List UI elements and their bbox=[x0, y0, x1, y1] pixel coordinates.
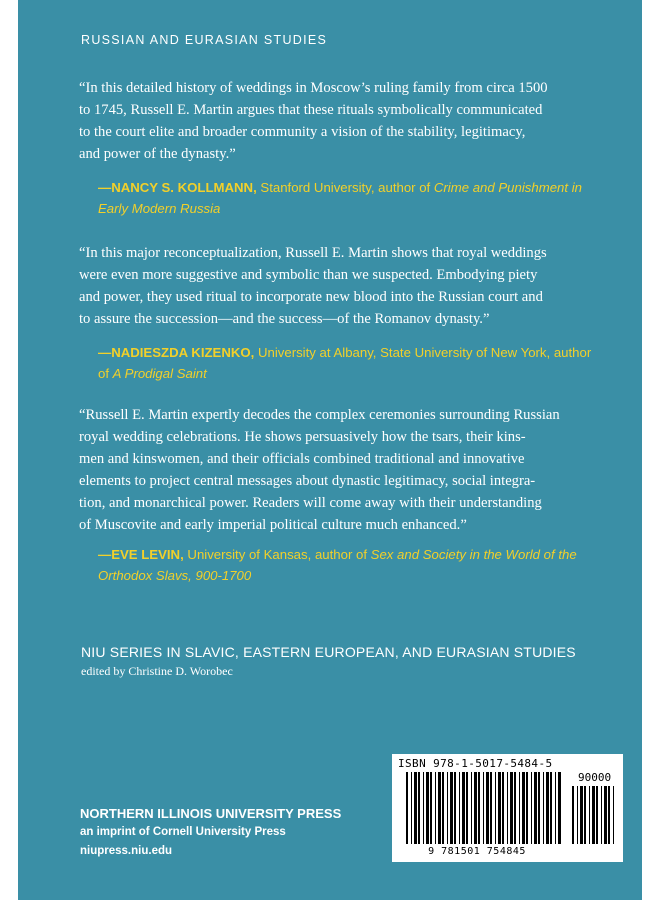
barcode-bar bbox=[510, 772, 513, 844]
barcode-bar bbox=[584, 786, 586, 844]
barcode-bar bbox=[526, 772, 528, 844]
barcode-bar bbox=[546, 772, 549, 844]
barcode-bar bbox=[558, 772, 561, 844]
barcode-bar bbox=[514, 772, 516, 844]
blurb-3 bbox=[79, 404, 589, 536]
addon-label: 90000 bbox=[578, 771, 612, 784]
blurb-line: tion, and monarchical power. Readers will come away with their understanding bbox=[79, 495, 542, 511]
attribution-name: —EVE LEVIN, bbox=[98, 547, 184, 562]
publisher-name: NORTHERN ILLINOIS UNIVERSITY PRESS bbox=[80, 806, 342, 821]
barcode-bar bbox=[462, 772, 465, 844]
blurb-1 bbox=[79, 77, 589, 165]
niu-series-title: NIU SERIES IN SLAVIC, EASTERN EUROPEAN, AND EURASIAN STUDIES bbox=[81, 644, 576, 660]
barcode-bar bbox=[580, 786, 583, 844]
blurb-line: “In this major reconceptualization, Russell E. Martin shows that royal weddings bbox=[79, 245, 547, 261]
isbn-label: ISBN 978-1-5017-5484-5 bbox=[398, 757, 553, 770]
attribution-affiliation: Stanford University, author of bbox=[256, 180, 434, 195]
barcode-bar bbox=[613, 786, 614, 844]
barcode-bar bbox=[466, 772, 468, 844]
attribution-name: —NANCY S. KOLLMANN, bbox=[98, 180, 257, 195]
blurb-line: and power of the dynasty.” bbox=[79, 146, 236, 162]
barcode-bar bbox=[534, 772, 537, 844]
barcode-bar bbox=[430, 772, 432, 844]
back-cover bbox=[18, 0, 642, 900]
barcode-bar bbox=[459, 772, 460, 844]
blurb-line: to 1745, Russell E. Martin argues that these rituals symbolically communicated bbox=[79, 102, 543, 118]
barcode-bar bbox=[604, 786, 607, 844]
barcode-bar bbox=[435, 772, 436, 844]
barcode-bar bbox=[414, 772, 417, 844]
blurb-line: “Russell E. Martin expertly decodes the complex ceremonies surrounding Russian bbox=[79, 407, 560, 423]
publisher-website: niupress.niu.edu bbox=[80, 845, 173, 857]
blurb-line: of Muscovite and early imperial political culture much enhanced.” bbox=[79, 517, 467, 533]
barcode-bar bbox=[438, 772, 441, 844]
ean-digits: 9 781501 754845 bbox=[428, 846, 526, 857]
barcode-bar bbox=[490, 772, 492, 844]
barcode-bar bbox=[502, 772, 504, 844]
barcode-bar bbox=[550, 772, 552, 844]
barcode-bar bbox=[426, 772, 429, 844]
barcode-bar bbox=[577, 786, 578, 844]
blurb-line: were even more suggestive and symbolic than we suspected. Embodying piety bbox=[79, 267, 538, 283]
blurb-line: to assure the succession—and the success—of the Romanov dynasty.” bbox=[79, 311, 490, 327]
barcode-bar bbox=[474, 772, 477, 844]
series-label: RUSSIAN AND EURASIAN STUDIES bbox=[81, 33, 328, 47]
barcode-bar bbox=[483, 772, 484, 844]
attribution-name: —NADIESZDA KIZENKO, bbox=[98, 345, 255, 360]
barcode-bar bbox=[596, 786, 598, 844]
blurb-2 bbox=[79, 242, 589, 330]
barcode-bar bbox=[423, 772, 424, 844]
barcode-bar bbox=[406, 772, 408, 844]
barcode-bar bbox=[555, 772, 556, 844]
barcode-bar bbox=[442, 772, 444, 844]
barcode-bar bbox=[411, 772, 412, 844]
barcode-bar bbox=[538, 772, 540, 844]
blurb-line: royal wedding celebrations. He shows persuasively how the tsars, their kins- bbox=[79, 429, 526, 445]
blurb-line: to the court elite and broader community a vision of the stability, legitimacy, bbox=[79, 124, 526, 140]
barcode-bar bbox=[531, 772, 532, 844]
publisher-imprint: an imprint of Cornell University Press bbox=[80, 826, 286, 838]
barcode-bar bbox=[543, 772, 544, 844]
barcode-bar bbox=[507, 772, 508, 844]
barcode-bar bbox=[601, 786, 602, 844]
barcode-bar bbox=[478, 772, 480, 844]
barcode-bar bbox=[471, 772, 472, 844]
barcode-bar bbox=[454, 772, 456, 844]
attribution-3 bbox=[98, 544, 598, 586]
attribution-1 bbox=[98, 177, 598, 219]
blurb-line: “In this detailed history of weddings in Moscow’s ruling family from circa 1500 bbox=[79, 80, 548, 96]
barcode-bar bbox=[486, 772, 489, 844]
barcode-bar bbox=[495, 772, 496, 844]
barcode bbox=[392, 754, 623, 862]
attribution-work: Sex and Society in the World of the Orthodox Slavs, 900-1700 bbox=[98, 547, 577, 583]
barcode-bar bbox=[522, 772, 525, 844]
barcode-bar bbox=[498, 772, 501, 844]
blurb-line: elements to project central messages about dynastic legitimacy, social integra- bbox=[79, 473, 536, 489]
attribution-work: A Prodigal Saint bbox=[112, 366, 207, 381]
barcode-bar bbox=[572, 786, 574, 844]
barcode-bar bbox=[450, 772, 453, 844]
attribution-work: Crime and Punishment in Early Modern Russia bbox=[98, 180, 582, 216]
series-editor: edited by Christine D. Worobec bbox=[81, 664, 233, 678]
barcode-bar bbox=[592, 786, 595, 844]
barcode-bar bbox=[589, 786, 590, 844]
attribution-2 bbox=[98, 342, 598, 384]
barcode-bar bbox=[447, 772, 448, 844]
barcode-bar bbox=[608, 786, 610, 844]
attribution-affiliation: University of Kansas, author of bbox=[183, 547, 371, 562]
attribution-affiliation: University at Albany, State University of New York, author of bbox=[98, 345, 592, 381]
blurb-line: and power, they used ritual to incorporate new blood into the Russian court and bbox=[79, 289, 543, 305]
barcode-bar bbox=[418, 772, 420, 844]
blurb-line: men and kinswomen, and their officials combined traditional and innovative bbox=[79, 451, 525, 467]
barcode-bar bbox=[519, 772, 520, 844]
